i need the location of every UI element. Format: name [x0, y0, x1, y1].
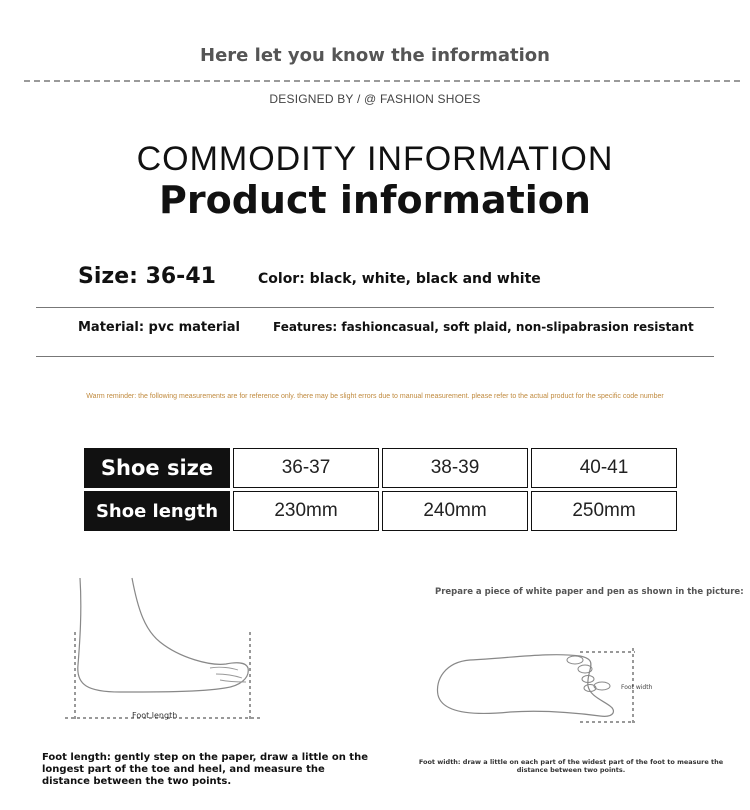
divider	[36, 356, 714, 357]
warm-reminder: Warm reminder: the following measurements are for reference only. there may be slight errors due to manual measurement. please refer to the actual product for the specific code number	[86, 393, 664, 400]
table-cell: 230mm	[233, 491, 379, 531]
material-spec: Material: pvc material	[78, 320, 241, 335]
header-title: Here let you know the information	[200, 45, 550, 66]
divider	[36, 307, 714, 308]
table-cell: 250mm	[531, 491, 677, 531]
table-cell: 36-37	[233, 448, 379, 488]
table-cell: 38-39	[382, 448, 528, 488]
table-row	[84, 491, 677, 531]
dashed-divider	[24, 80, 740, 82]
table-cell: 240mm	[382, 491, 528, 531]
foot-width-instructions: Foot width: draw a little on each part of the widest part of the foot to measure the distance between two points.	[418, 758, 724, 774]
table-cell: 40-41	[531, 448, 677, 488]
color-spec: Color: black, white, black and white	[258, 271, 541, 287]
product-heading: Product information	[159, 178, 591, 222]
commodity-heading: COMMODITY INFORMATION	[136, 140, 614, 178]
foot-width-label: Foot width	[621, 684, 653, 691]
foot-side-illustration	[60, 570, 270, 730]
foot-length-instructions: Foot length: gently step on the paper, draw a little on the longest part of the toe and heel, and measure the distance between the two points.	[42, 752, 368, 787]
designed-by: DESIGNED BY / @ FASHION SHOES	[269, 92, 481, 106]
features-spec: Features: fashioncasual, soft plaid, non-slipabrasion resistant	[273, 320, 694, 334]
foot-length-label: Foot length	[132, 711, 178, 720]
size-table	[84, 448, 677, 534]
row-header-shoe-length: Shoe length	[84, 491, 230, 531]
row-header-shoe-size: Shoe size	[84, 448, 230, 488]
foot-top-illustration	[430, 640, 653, 730]
prepare-instructions: Prepare a piece of white paper and pen as shown in the picture:	[435, 587, 744, 597]
table-row	[84, 448, 677, 488]
size-spec: Size: 36-41	[78, 264, 216, 289]
